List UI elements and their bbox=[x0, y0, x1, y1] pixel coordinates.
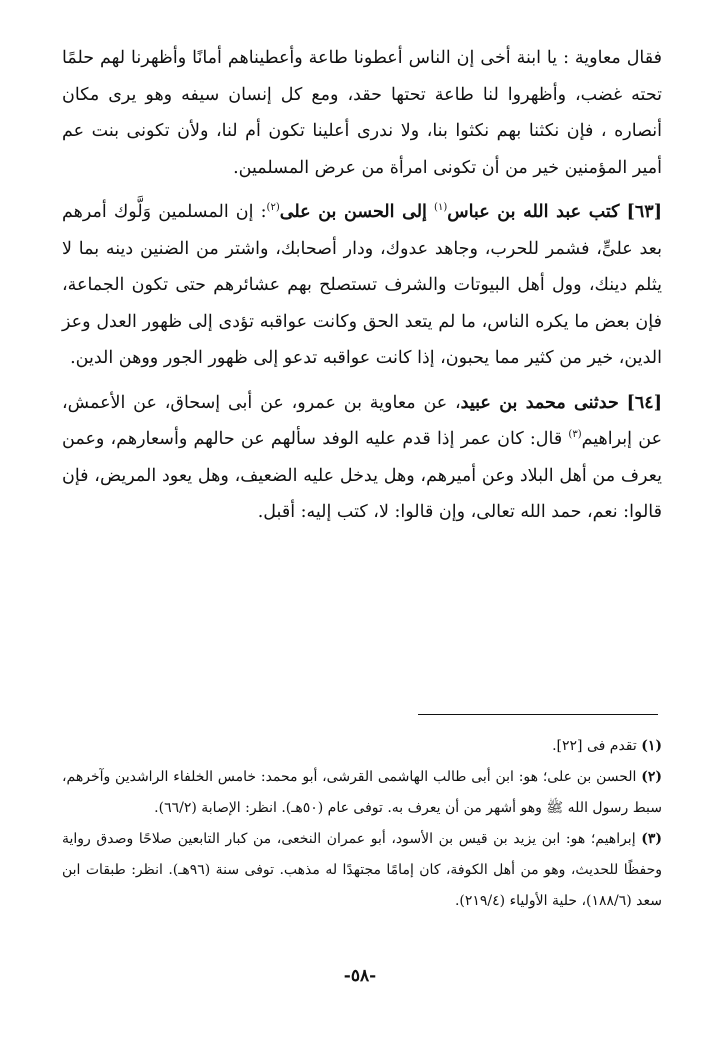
footnote-1 bbox=[62, 731, 662, 762]
footnote-mark-2: (٢) bbox=[641, 769, 662, 785]
paragraph-63 bbox=[62, 194, 662, 377]
footnote-text-1: تقدم فى [٢٢]. bbox=[552, 738, 637, 754]
section-text-63: : إن المسلمين وَلَّوك أمرهم بعد علىٍّ، فشمر للحرب، وجاهد عدوك، ودار أصحابك، واشتر من الضنين دينه بما لا يثلم دينك، وول أهل البيوتات والشرف تستصلح بهم عشائرهم حتى تكون الجماعة، فإن بعض ما يكره الناس، ما لم يتعد الحق وكانت عواقبه تؤدى إلى ظهور العدل وعز الدين، خير من كثير مما يحبون، إذا كانت عواقبه تدعو إلى ظهور الجور ووهن الدين. bbox=[62, 202, 662, 368]
footnote-ref-3: (٣) bbox=[568, 429, 582, 441]
section-heading-64: حدثنى محمد بن عبيد bbox=[460, 392, 619, 413]
section-text-64a: ، عن معاوية بن عمرو، عن أبى إسحاق، عن الأعمش، عن إبراهيم bbox=[62, 392, 663, 449]
section-number-63: [٦٣] bbox=[626, 202, 662, 222]
section-heading-63a: كتب عبد الله بن عباس bbox=[447, 202, 620, 222]
footnote-ref-1: (١) bbox=[434, 202, 448, 214]
page-number: -٥٨- bbox=[343, 966, 377, 986]
footnote-3 bbox=[62, 824, 662, 917]
section-number-64: [٦٤] bbox=[626, 392, 662, 413]
footnote-mark-3: (٣) bbox=[641, 831, 662, 847]
footnote-mark-1: (١) bbox=[641, 738, 662, 754]
paragraph-64 bbox=[62, 385, 662, 531]
footnotes bbox=[62, 731, 662, 917]
footnote-ref-2: (٢) bbox=[266, 202, 280, 214]
paragraph-1: فقال معاوية : يا ابنة أخى إن الناس أعطونا طاعة وأعطيناهم أمانًا وأظهرنا لهم حلمًا تحته غضب، وأظهروا لنا طاعة تحتها حقد، ومع كل إنسان سيفه وهو يرى مكان أنصاره ، فإن نكثنا بهم نكثوا بنا، ولا ندرى أعلينا تكون أم لنا، ولأن تكونى بنت عم أمير المؤمنين خير من أن تكونى امرأة من عرض المسلمين. bbox=[62, 48, 662, 178]
section-text-64b: قال: كان عمر إذا قدم عليه الوفد سألهم عن حالهم وأسعارهم، وعمن يعرف من أهل البلاد وعن أميرهم، وهل يدخل عليه الضعيف، وهل يعود المريض، فإن قالوا: نعم، حمد الله تعالى، وإن قالوا: لا، كتب إليه: أقبل. bbox=[62, 429, 662, 522]
section-heading-63b: إلى الحسن بن على bbox=[279, 202, 427, 222]
footnote-text-2: الحسن بن على؛ هو: ابن أبى طالب الهاشمى القرشى، أبو محمد: خامس الخلفاء الراشدين وآخرهم، سبط رسول الله ﷺ وهو أشهر من أن يعرف به. توفى عام (٥٠هـ). انظر: الإصابة (٦٦/٢). bbox=[62, 769, 662, 816]
main-text bbox=[62, 40, 662, 531]
footnote-divider bbox=[418, 714, 658, 715]
footnote-text-3: إبراهيم؛ هو: ابن يزيد بن قيس بن الأسود، أبو عمران النخعى، من كبار التابعين صلاحًا وصدق رواية وحفظًا للحديث، وهو من أهل الكوفة، كان إمامًا مجتهدًا له مذهب. توفى سنة (٩٦هـ). انظر: طبقات ابن سعد (١٨٨/٦)، حلية الأولياء (٢١٩/٤). bbox=[62, 831, 662, 909]
footnote-2 bbox=[62, 762, 662, 824]
